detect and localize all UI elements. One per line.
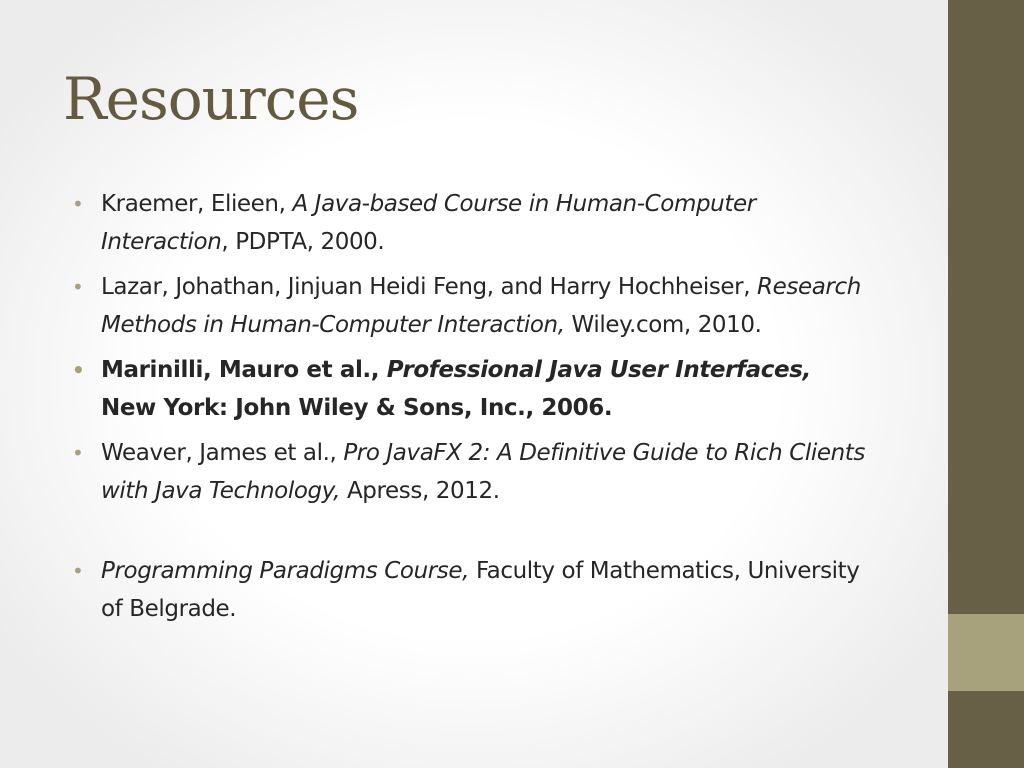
reference-item: [72, 553, 872, 628]
reference-title: Professional Java User Interfaces,: [386, 357, 811, 383]
reference-list: [72, 186, 872, 636]
bullet-icon: •: [72, 275, 84, 299]
bullet-icon: •: [72, 441, 84, 465]
reference-title: A Java-based Course in Human-Computer Interaction: [101, 191, 756, 255]
reference-item-highlighted: [72, 352, 872, 427]
reference-authors: Marinilli, Mauro et al.,: [101, 357, 387, 383]
reference-authors: Lazar, Johathan, Jinjuan Heidi Feng, and Harry Hochheiser,: [101, 274, 758, 300]
reference-publisher: , PDPTA, 2000.: [221, 228, 385, 255]
reference-title: Research Methods in Human-Computer Interaction,: [101, 274, 861, 338]
reference-title: Pro JavaFX 2: A Definitive Guide to Rich Clients with Java Technology,: [101, 440, 865, 504]
bullet-icon: •: [72, 192, 84, 216]
slide-title: Resources: [63, 65, 359, 133]
reference-publisher: Faculty of Mathematics, University of Belgrade.: [101, 558, 860, 622]
reference-title: Programming Paradigms Course,: [101, 558, 470, 584]
reference-publisher: New York: John Wiley & Sons, Inc., 2006.: [101, 394, 613, 421]
side-bar-accent: [948, 614, 1024, 691]
reference-publisher: Apress, 2012.: [340, 477, 500, 504]
bullet-icon: •: [72, 559, 84, 583]
reference-item: [72, 435, 872, 510]
reference-authors: Kraemer, Elieen,: [101, 191, 293, 217]
reference-item: [72, 269, 872, 344]
reference-authors: Weaver, James et al.,: [101, 440, 344, 466]
bullet-icon: •: [72, 358, 85, 382]
reference-publisher: Wiley.com, 2010.: [564, 311, 762, 338]
reference-item: [72, 186, 872, 261]
